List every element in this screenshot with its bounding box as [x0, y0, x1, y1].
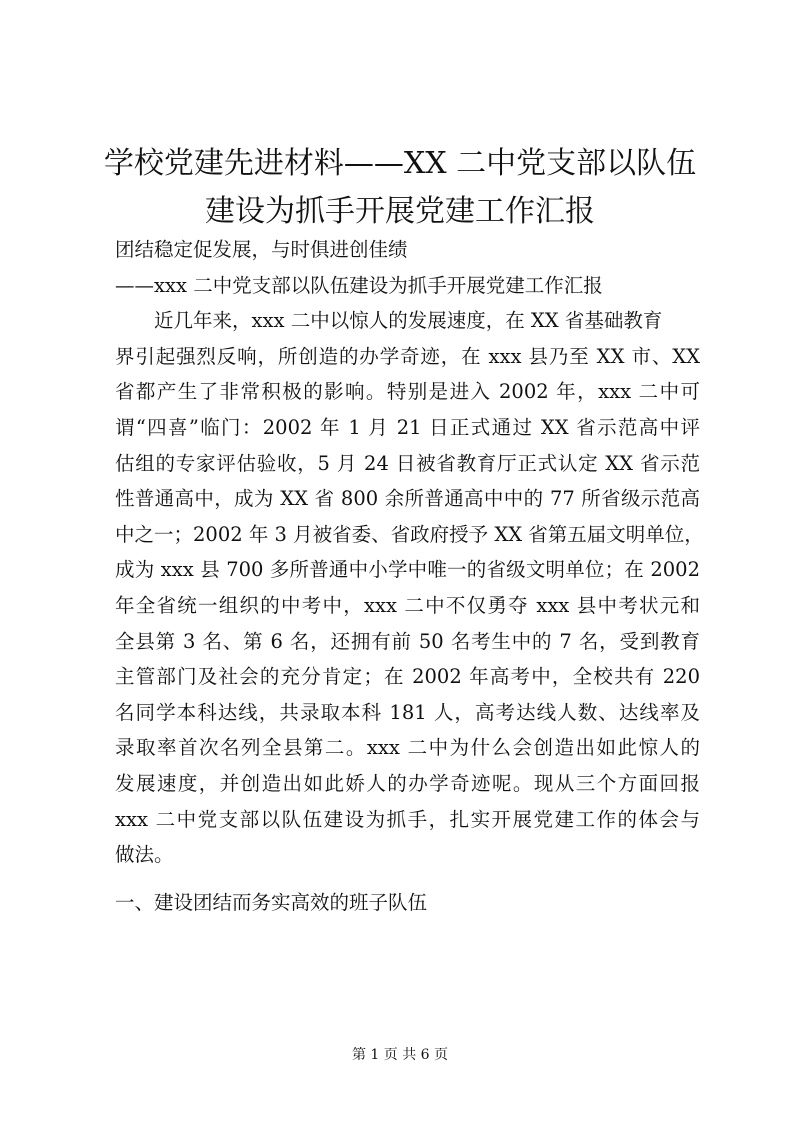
subtitle: 团结稳定促发展，与时俱进创佳绩 — [115, 238, 408, 261]
paragraph-line: 全县第 3 名、第 6 名，还拥有前 50 名考生中的 7 名，受到教育 — [115, 629, 700, 653]
paragraph-line: 性普通高中，成为 XX 省 800 余所普通高中中的 77 所省级示范高 — [115, 487, 700, 511]
page-footer: 第 1 页 共 6 页 — [351, 1047, 449, 1063]
paragraph-line: 成为 xxx 县 700 多所普通中小学中唯一的省级文明单位；在 2002 — [115, 558, 700, 582]
paragraph-line: 近几年来，xxx 二中以惊人的发展速度，在 XX 省基础教育 — [154, 309, 663, 333]
section-heading: 一、建设团结而务实高效的班子队伍 — [115, 890, 428, 914]
paragraph-line: xxx 二中党支部以队伍建设为抓手，扎实开展党建工作的体会与 — [115, 807, 700, 831]
paragraph-line: 录取率首次名列全县第二。xxx 二中为什么会创造出如此惊人的 — [115, 736, 700, 760]
title-line-2: 建设为抓手开展党建工作汇报 — [205, 194, 595, 229]
paragraph-line: 年全省统一组织的中考中，xxx 二中不仅勇夺 xxx 县中考状元和 — [115, 593, 700, 617]
paragraph-line: 名同学本科达线，共录取本科 181 人，高考达线人数、达线率及 — [115, 700, 700, 724]
paragraph-line: 谓“四喜”临门：2002 年 1 月 21 日正式通过 XX 省示范高中评 — [115, 415, 700, 439]
title-line-1: 学校党建先进材料——XX 二中党支部以队伍 — [103, 146, 697, 181]
paragraph-line: 估组的专家评估验收，5 月 24 日被省教育厅正式认定 XX 省示范 — [115, 451, 700, 475]
paragraph-line: 中之一；2002 年 3 月被省委、省政府授予 XX 省第五届文明单位， — [115, 522, 704, 546]
subtitle-2: ——xxx 二中党支部以队伍建设为抓手开展党建工作汇报 — [115, 273, 603, 297]
paragraph-line: 界引起强烈反响，所创造的办学奇迹，在 xxx 县乃至 XX 市、XX — [115, 344, 700, 368]
paragraph-line: 发展速度，并创造出如此娇人的办学奇迹呢。现从三个方面回报 — [115, 771, 700, 795]
document-title — [100, 140, 700, 236]
paragraph-line: 做法。 — [115, 843, 174, 867]
paragraph-line: 省都产生了非常积极的影响。特别是进入 2002 年，xxx 二中可 — [115, 380, 700, 404]
body-paragraph — [115, 303, 704, 873]
paragraph-line: 主管部门及社会的充分肯定；在 2002 年高考中，全校共有 220 — [115, 665, 700, 689]
document-body — [115, 232, 704, 920]
